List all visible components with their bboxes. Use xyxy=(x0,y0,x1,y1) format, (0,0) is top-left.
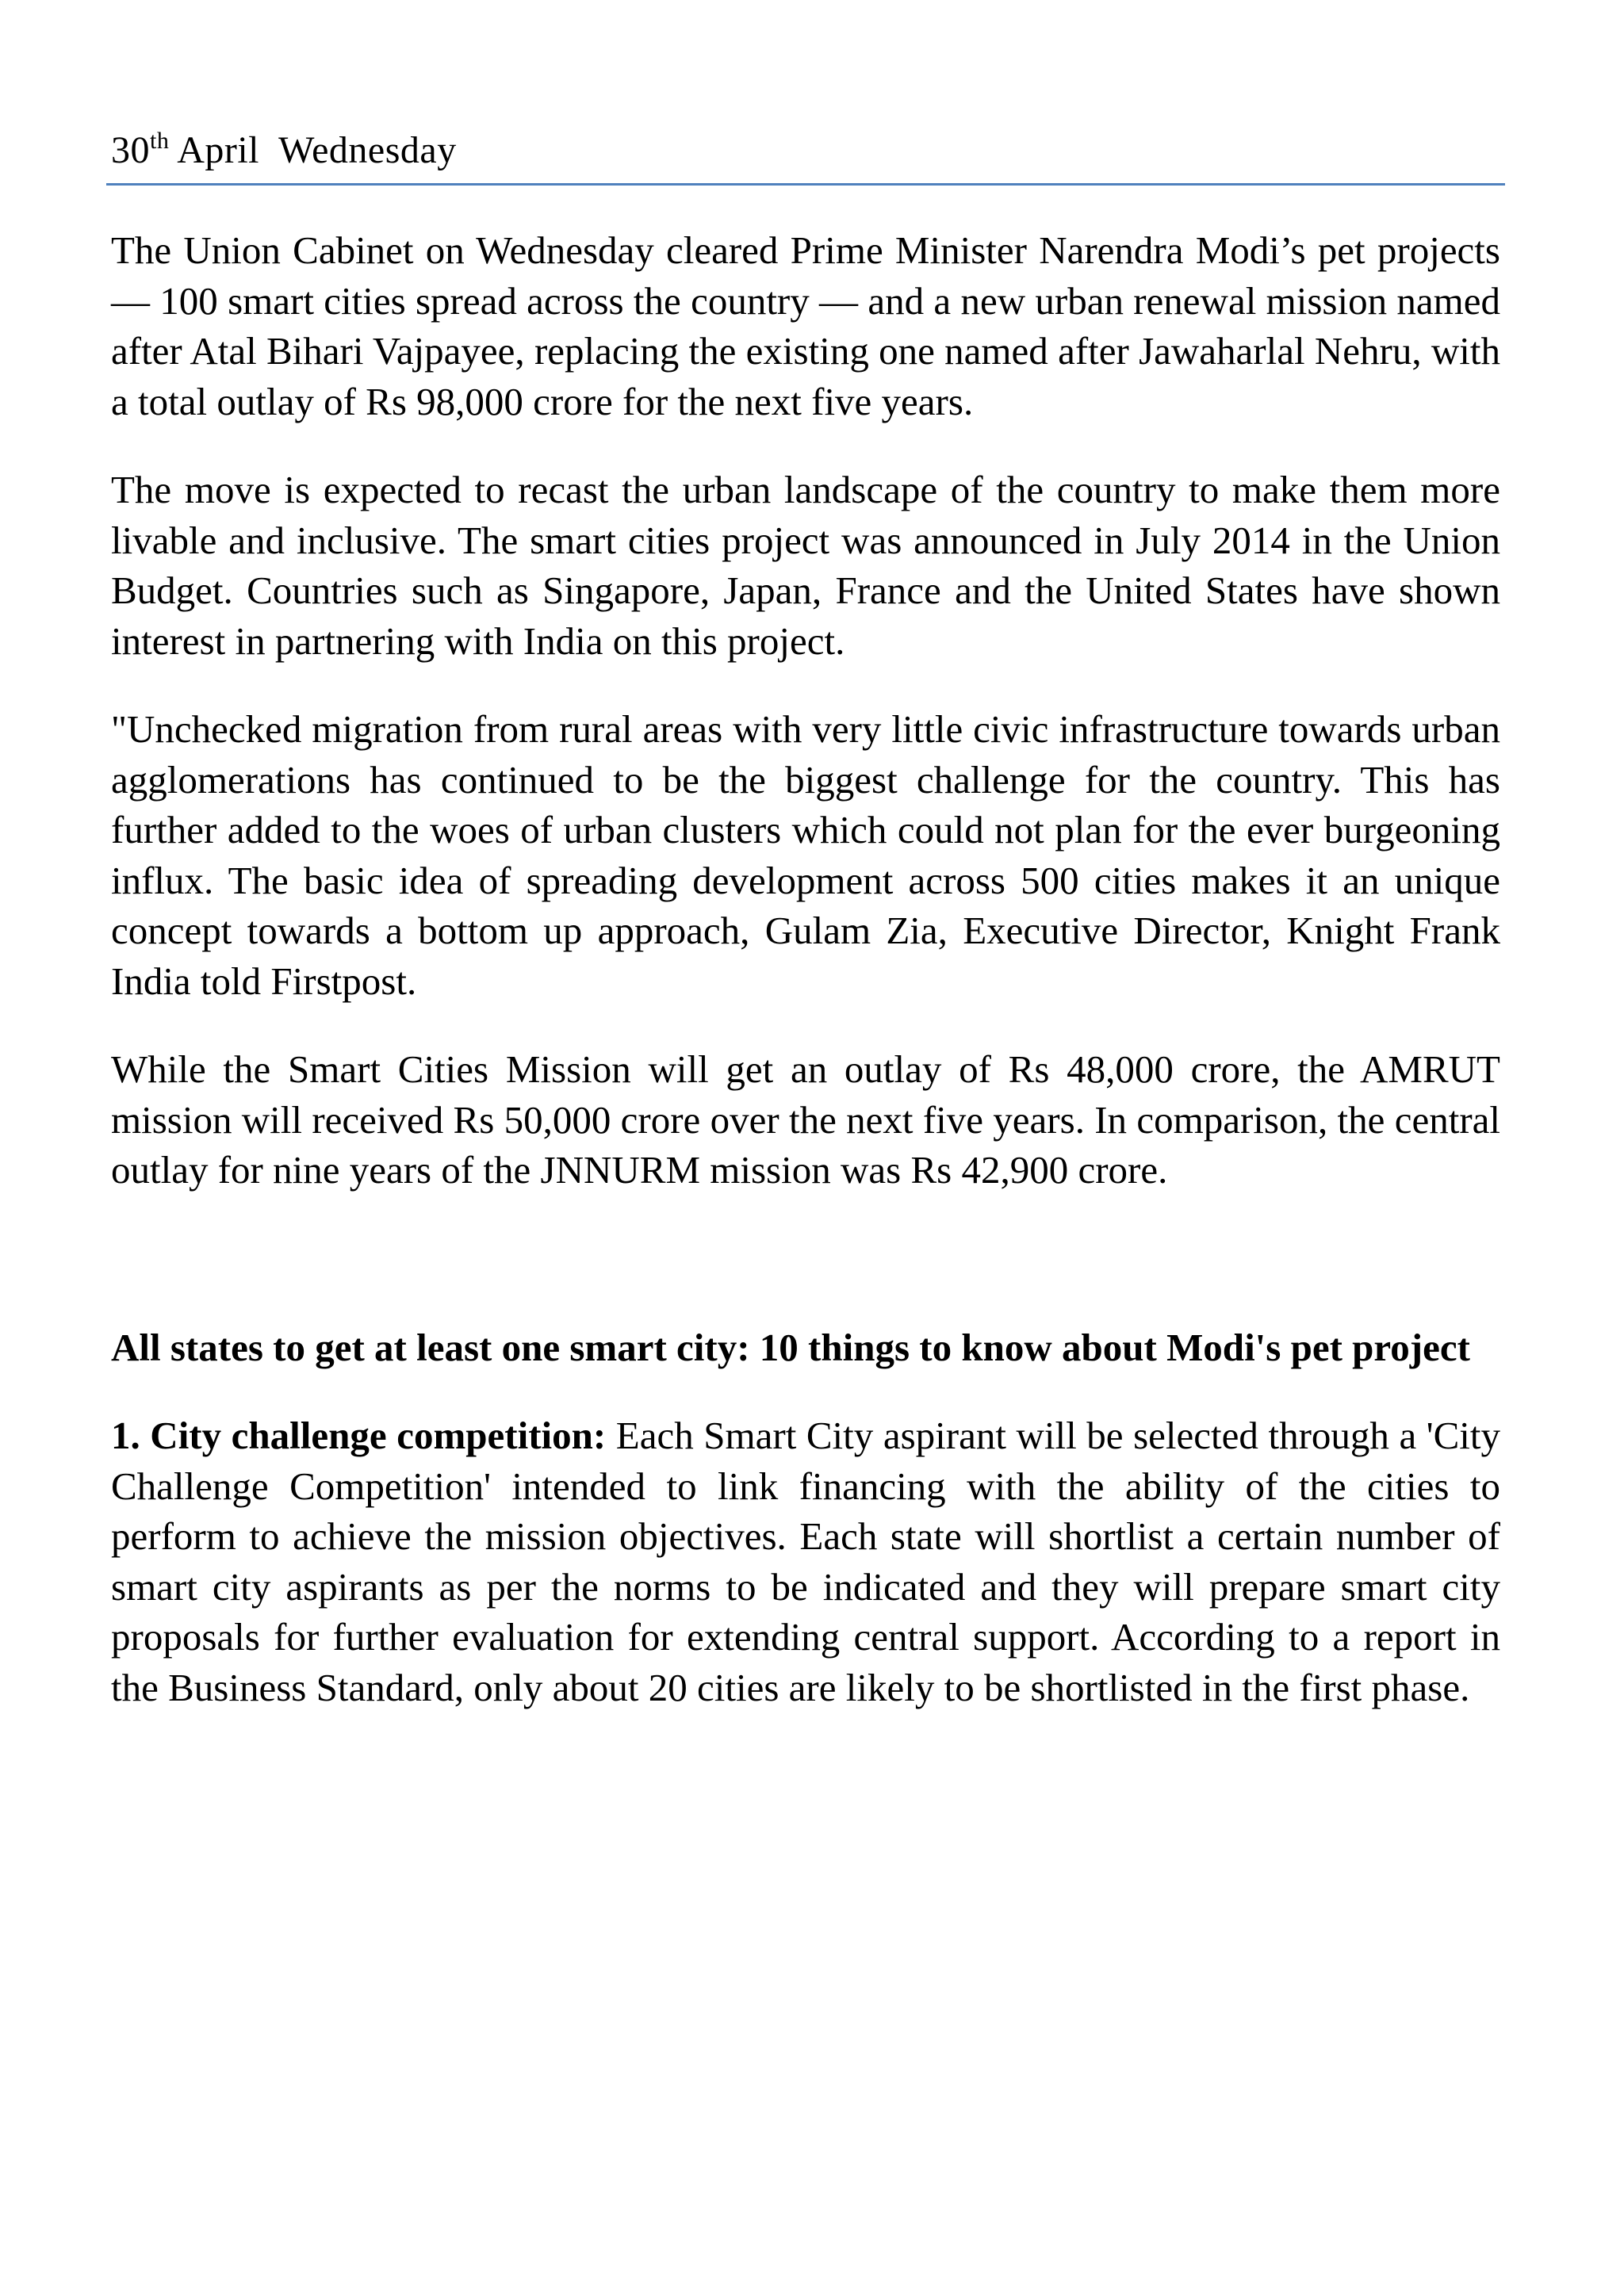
list-point-1-lead: 1. City challenge competition: xyxy=(111,1414,607,1457)
article-paragraph-4: While the Smart Cities Mission will get an outlay of Rs 48,000 crore, the AMRUT mission will received Rs 50,000 crore over the next five years. In comparison, the central outlay for nine years of the JNNURM mission was Rs 42,900 crore. xyxy=(111,1047,1500,1192)
article-body xyxy=(111,225,1500,1751)
article-paragraph-2: The move is expected to recast the urban landscape of the country to make them more livable and inclusive. The smart cities project was announced in July 2014 in the Union Budget. Countries such as Singapore, Japan, France and the United States have shown interest in partnering with India on this project. xyxy=(111,468,1500,663)
list-point-1 xyxy=(111,1410,1500,1712)
page-header-date xyxy=(111,125,457,176)
header-divider xyxy=(106,183,1505,186)
list-point-1-text: Each Smart City aspirant will be selected through a 'City Challenge Competition' intended to link financing with the ability of the cities to perform to achieve the mission objectives. Each state will shortlist a certain number of smart city aspirants as per the norms to be indicated and they will prepare smart city proposals for further evaluation for extending central support. According to a report in the Business Standard, only about 20 cities are likely to be shortlisted in the first phase. xyxy=(111,1414,1500,1709)
section-gap xyxy=(111,1234,1500,1322)
article-paragraph-3: "Unchecked migration from rural areas with very little civic infrastructure towards urban agglomerations has continued to be the biggest challenge for the country. This has further added to the woes of urban clusters which could not plan for the ever burgeoning influx. The basic idea of spreading development across 500 cities makes it an unique concept towards a bottom up approach, Gulam Zia, Executive Director, Knight Frank India told Firstpost. xyxy=(111,707,1500,1003)
date-day: 30 xyxy=(111,129,150,171)
article-paragraph-1: The Union Cabinet on Wednesday cleared Prime Minister Narendra Modi’s pet projects — 100 smart cities spread across the country — and a new urban renewal mission named after Atal Bihari Vajpayee, replacing the existing one named after Jawaharlal Nehru, with a total outlay of Rs 98,000 crore for the next five years. xyxy=(111,228,1500,423)
date-month-weekday: April Wednesday xyxy=(169,129,457,171)
section-heading: All states to get at least one smart city: 10 things to know about Modi's pet project xyxy=(111,1325,1470,1369)
date-ordinal-suffix: th xyxy=(150,128,170,154)
